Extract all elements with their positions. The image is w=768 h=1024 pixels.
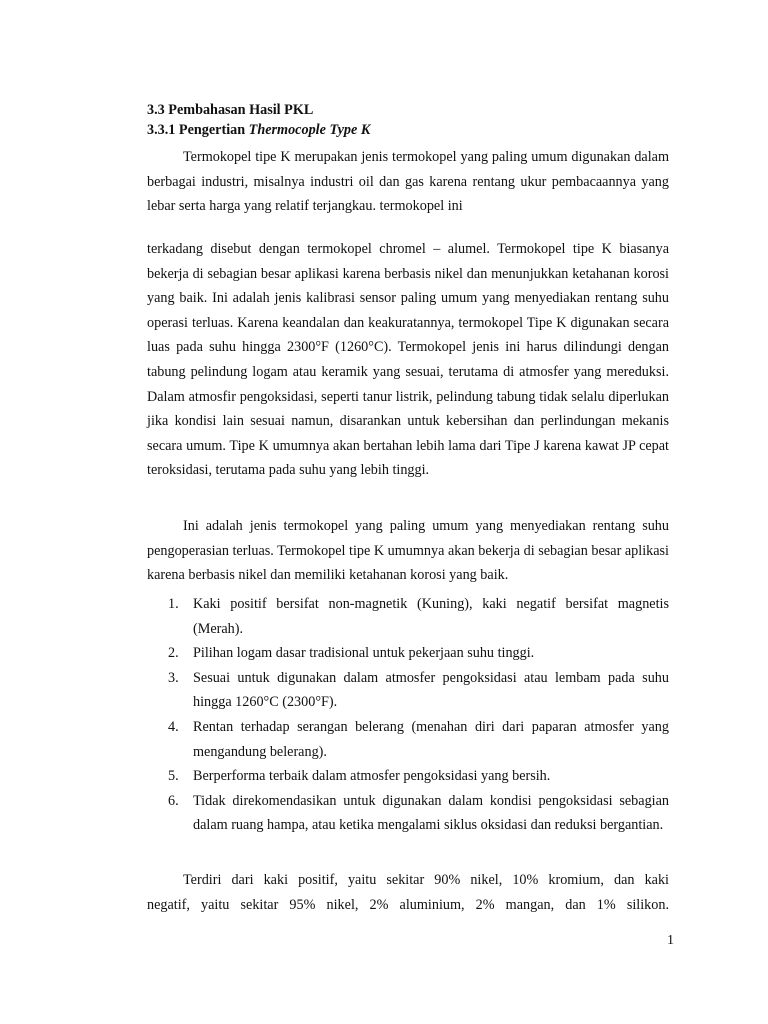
list-item-number: 5. [168, 768, 179, 785]
section-heading: 3.3 Pembahasan Hasil PKL [147, 102, 314, 118]
list-item-text: Berperforma terbaik dalam atmosfer pengoksidasi yang bersih. [193, 768, 551, 785]
list-item-number: 6. [168, 792, 179, 809]
paragraph-3: Ini adalah jenis termokopel yang paling umum yang menyediakan rentang suhu pengoperasian terluas. Termokopel tipe K umumnya akan bekerja di sebagian besar aplikasi karena berbasis nikel dan memiliki ketahanan korosi yang baik. [147, 518, 669, 584]
subsection-heading-prefix: 3.3.1 Pengertian [147, 122, 249, 138]
list-item-text: Kaki positif bersifat non-magnetik (Kuning), kaki negatif bersifat magnetis (Merah). [193, 596, 669, 637]
list-item [147, 715, 669, 764]
paragraph-4-line-2: negatif, yaitu sekitar 95% nikel, 2% aluminium, 2% mangan, dan 1% silikon. [147, 896, 669, 913]
list-item-number: 2. [168, 645, 179, 662]
subsection-heading [147, 121, 370, 139]
paragraph-1: Termokopel tipe K merupakan jenis termokopel yang paling umum digunakan dalam berbagai industri, misalnya industri oil dan gas karena rentang ukur pembacaannya yang lebar serta harga yang relatif terjangkau. termokopel ini [147, 149, 669, 215]
paragraph-4-line-1: Terdiri dari kaki positif, yaitu sekitar 90% nikel, 10% kromium, dan kaki [183, 872, 669, 888]
paragraph-4 [147, 868, 669, 917]
list-item-text: Pilihan logam dasar tradisional untuk pekerjaan suhu tinggi. [193, 645, 535, 662]
list-item [147, 592, 669, 641]
list-item [147, 764, 669, 789]
list-item-number: 4. [168, 718, 179, 735]
subsection-heading-italic: Thermocople Type K [248, 122, 371, 138]
list-item-text: Rentan terhadap serangan belerang (menahan diri dari paparan atmosfer yang mengandung belerang). [193, 718, 669, 760]
list-item-number: 3. [168, 669, 179, 686]
list-item-number: 1. [168, 596, 179, 612]
list-item-text: Tidak direkomendasikan untuk digunakan dalam kondisi pengoksidasi sebagian dalam ruang hampa, atau ketika mengalami siklus oksidasi dan reduksi bergantian. [193, 792, 669, 834]
list-item [147, 789, 669, 838]
paragraph-2: terkadang disebut dengan termokopel chromel – alumel. Termokopel tipe K biasanya bekerja di sebagian besar aplikasi karena berbasis nikel dan menunjukkan ketahanan korosi yang baik. Ini adalah jenis kalibrasi sensor paling umum yang menyediakan rentang suhu operasi terluas. Karena keandalan dan keakuratannya, termokopel Tipe K digunakan secara luas pada suhu hingga 2300°F (1260°C). Termokopel jenis ini harus dilindungi dengan tabung pelindung logam atau keramik yang sesuai, terutama di atmosfer yang mereduksi. Dalam atmosfir pengoksidasi, seperti tanur listrik, pelindung tabung tidak selalu diperlukan jika kondisi lain sesuai namun, disarankan untuk kebersihan dan perlindungan mekanis secara umum. Tipe K umumnya akan bertahan lebih lama dari Tipe J karena kawat JP cepat teroksidasi, terutama pada suhu yang lebih tinggi. [147, 241, 669, 479]
list-item [147, 641, 669, 666]
page-number: 1 [667, 933, 674, 948]
list-item [147, 666, 669, 715]
properties-list [147, 592, 669, 838]
list-item-text: Sesuai untuk digunakan dalam atmosfer pengoksidasi atau lembam pada suhu hingga 1260°C (2300°F). [193, 669, 669, 711]
